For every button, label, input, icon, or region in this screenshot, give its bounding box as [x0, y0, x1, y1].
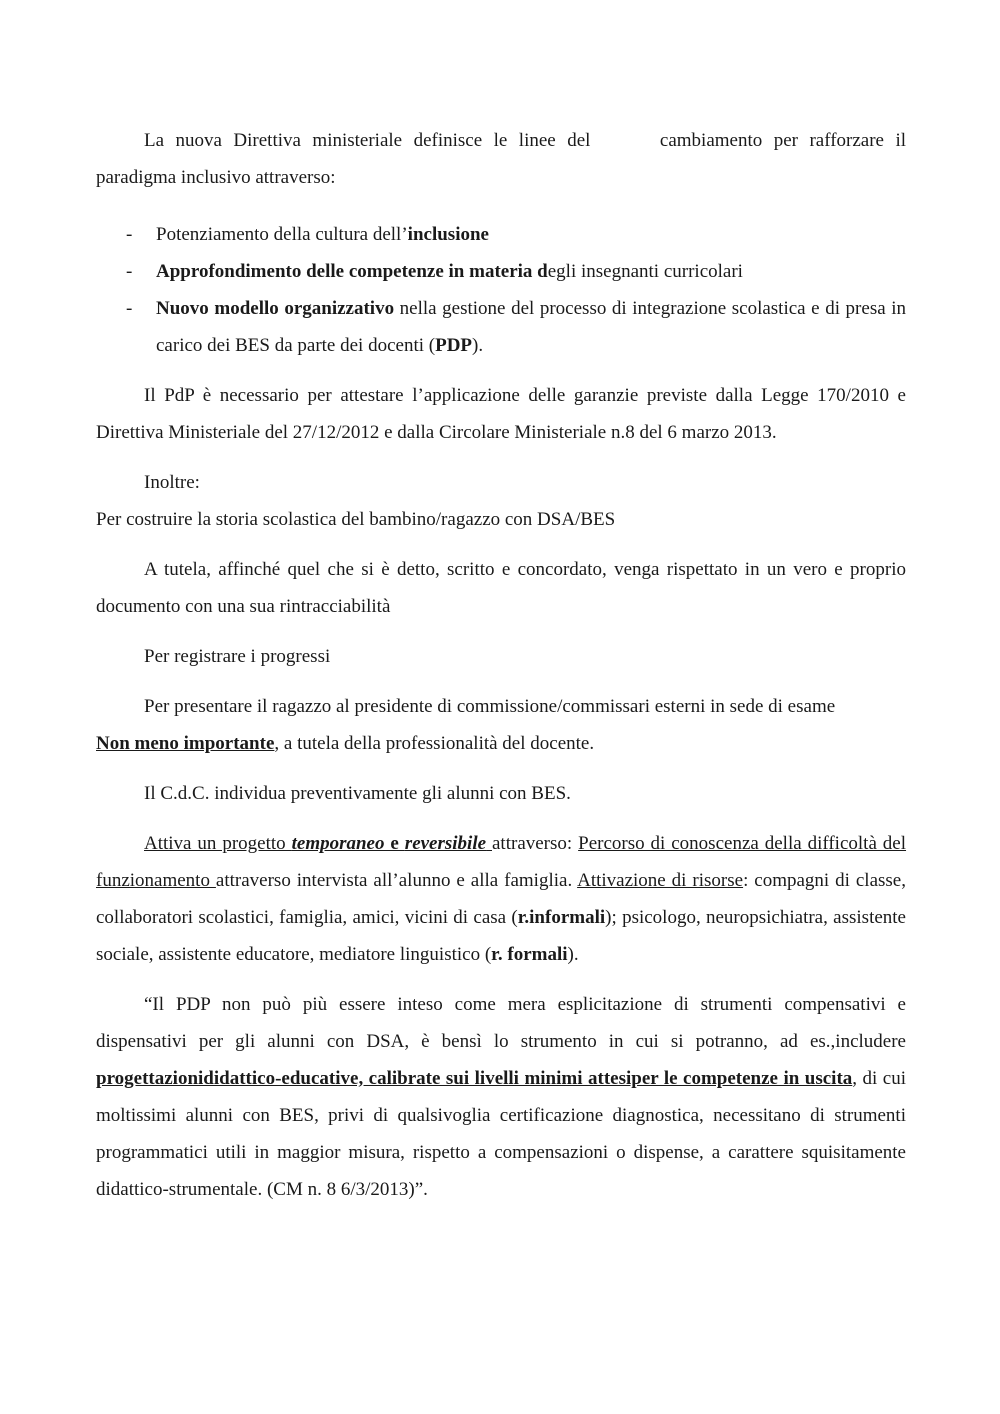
- intro-text-b: cambiamento per rafforzare il paradigma inclusivo attraverso:: [96, 130, 907, 188]
- inoltre-paragraph: Inoltre:: [144, 472, 200, 493]
- dash-marker: -: [126, 224, 133, 245]
- pdp-paragraph: Il PdP è necessario per attestare l’applicazione delle garanzie previste dalla Legge 170/2010 e Direttiva Ministeriale del 27/12/2012 e dalla Circolare Ministeriale n.8 del 6 marzo 2013.: [96, 385, 906, 443]
- cdc-paragraph: Il C.d.C. individua preventivamente gli alunni con BES.: [144, 783, 571, 804]
- quote-emphasis: progettazionididattico-educative, calibrate sui livelli minimi attesiper le competenze in uscita: [96, 1068, 853, 1089]
- dash-marker: -: [126, 298, 133, 319]
- attiva-paragraph: Attiva un progetto temporaneo e reversibile attraverso: Percorso di conoscenza della difficoltà del funzionamento attraverso intervista all’alunno e alla famiglia. Attivazione di risorse: compagni di classe, collaboratori scolastici, famiglia, amici, vicini di casa (r.informali); psicologo, neuropsichiatra, assistente sociale, assistente educatore, mediatore linguistico (r. formali).: [96, 833, 907, 965]
- non-meno-heading: Non meno importante: [96, 733, 275, 754]
- intro-paragraph: [96, 122, 906, 196]
- list-item: - Potenziamento della cultura dell’inclusione: [96, 216, 906, 253]
- quote-paragraph: “Il PDP non può più essere inteso come mera esplicitazione di strumenti compensativi e dispensativi per gli alunni con DSA, è bensì lo strumento in cui si potranno, ad es.,includere progettazionididattico-educative, calibrate sui livelli minimi attesiper le competenze in uscita, di cui moltissimi alunni con BES, privi di qualsivoglia certificazione diagnostica, necessitano di strumenti programmatici utili in maggior misura, rispetto a compensazioni o dispense, a carattere squisitamente didattico-strumentale. (CM n. 8 6/3/2013)”.: [96, 994, 906, 1200]
- intro-text-a: La nuova Direttiva ministeriale definisce le linee del: [144, 130, 591, 151]
- progressi-paragraph: Per registrare i progressi: [144, 646, 331, 667]
- presentare-paragraph: Per presentare il ragazzo al presidente di commissione/commissari esterni in sede di esame: [144, 696, 836, 717]
- tutela-paragraph: A tutela, affinché quel che si è detto, scritto e concordato, venga rispettato in un vero e proprio documento con una sua rintracciabilità: [96, 559, 906, 617]
- dash-marker: -: [126, 261, 133, 282]
- document-page: [96, 122, 906, 1208]
- bullet-list: [96, 216, 906, 364]
- non-meno-paragraph: Non meno importante, a tutela della professionalità del docente.: [96, 733, 595, 754]
- list-item: - Approfondimento delle competenze in materia degli insegnanti curricolari: [96, 253, 906, 290]
- storia-paragraph: Per costruire la storia scolastica del bambino/ragazzo con DSA/BES: [96, 509, 616, 530]
- list-item: - Nuovo modello organizzativo nella gestione del processo di integrazione scolastica e di presa in carico dei BES da parte dei docenti (PDP).: [96, 290, 906, 364]
